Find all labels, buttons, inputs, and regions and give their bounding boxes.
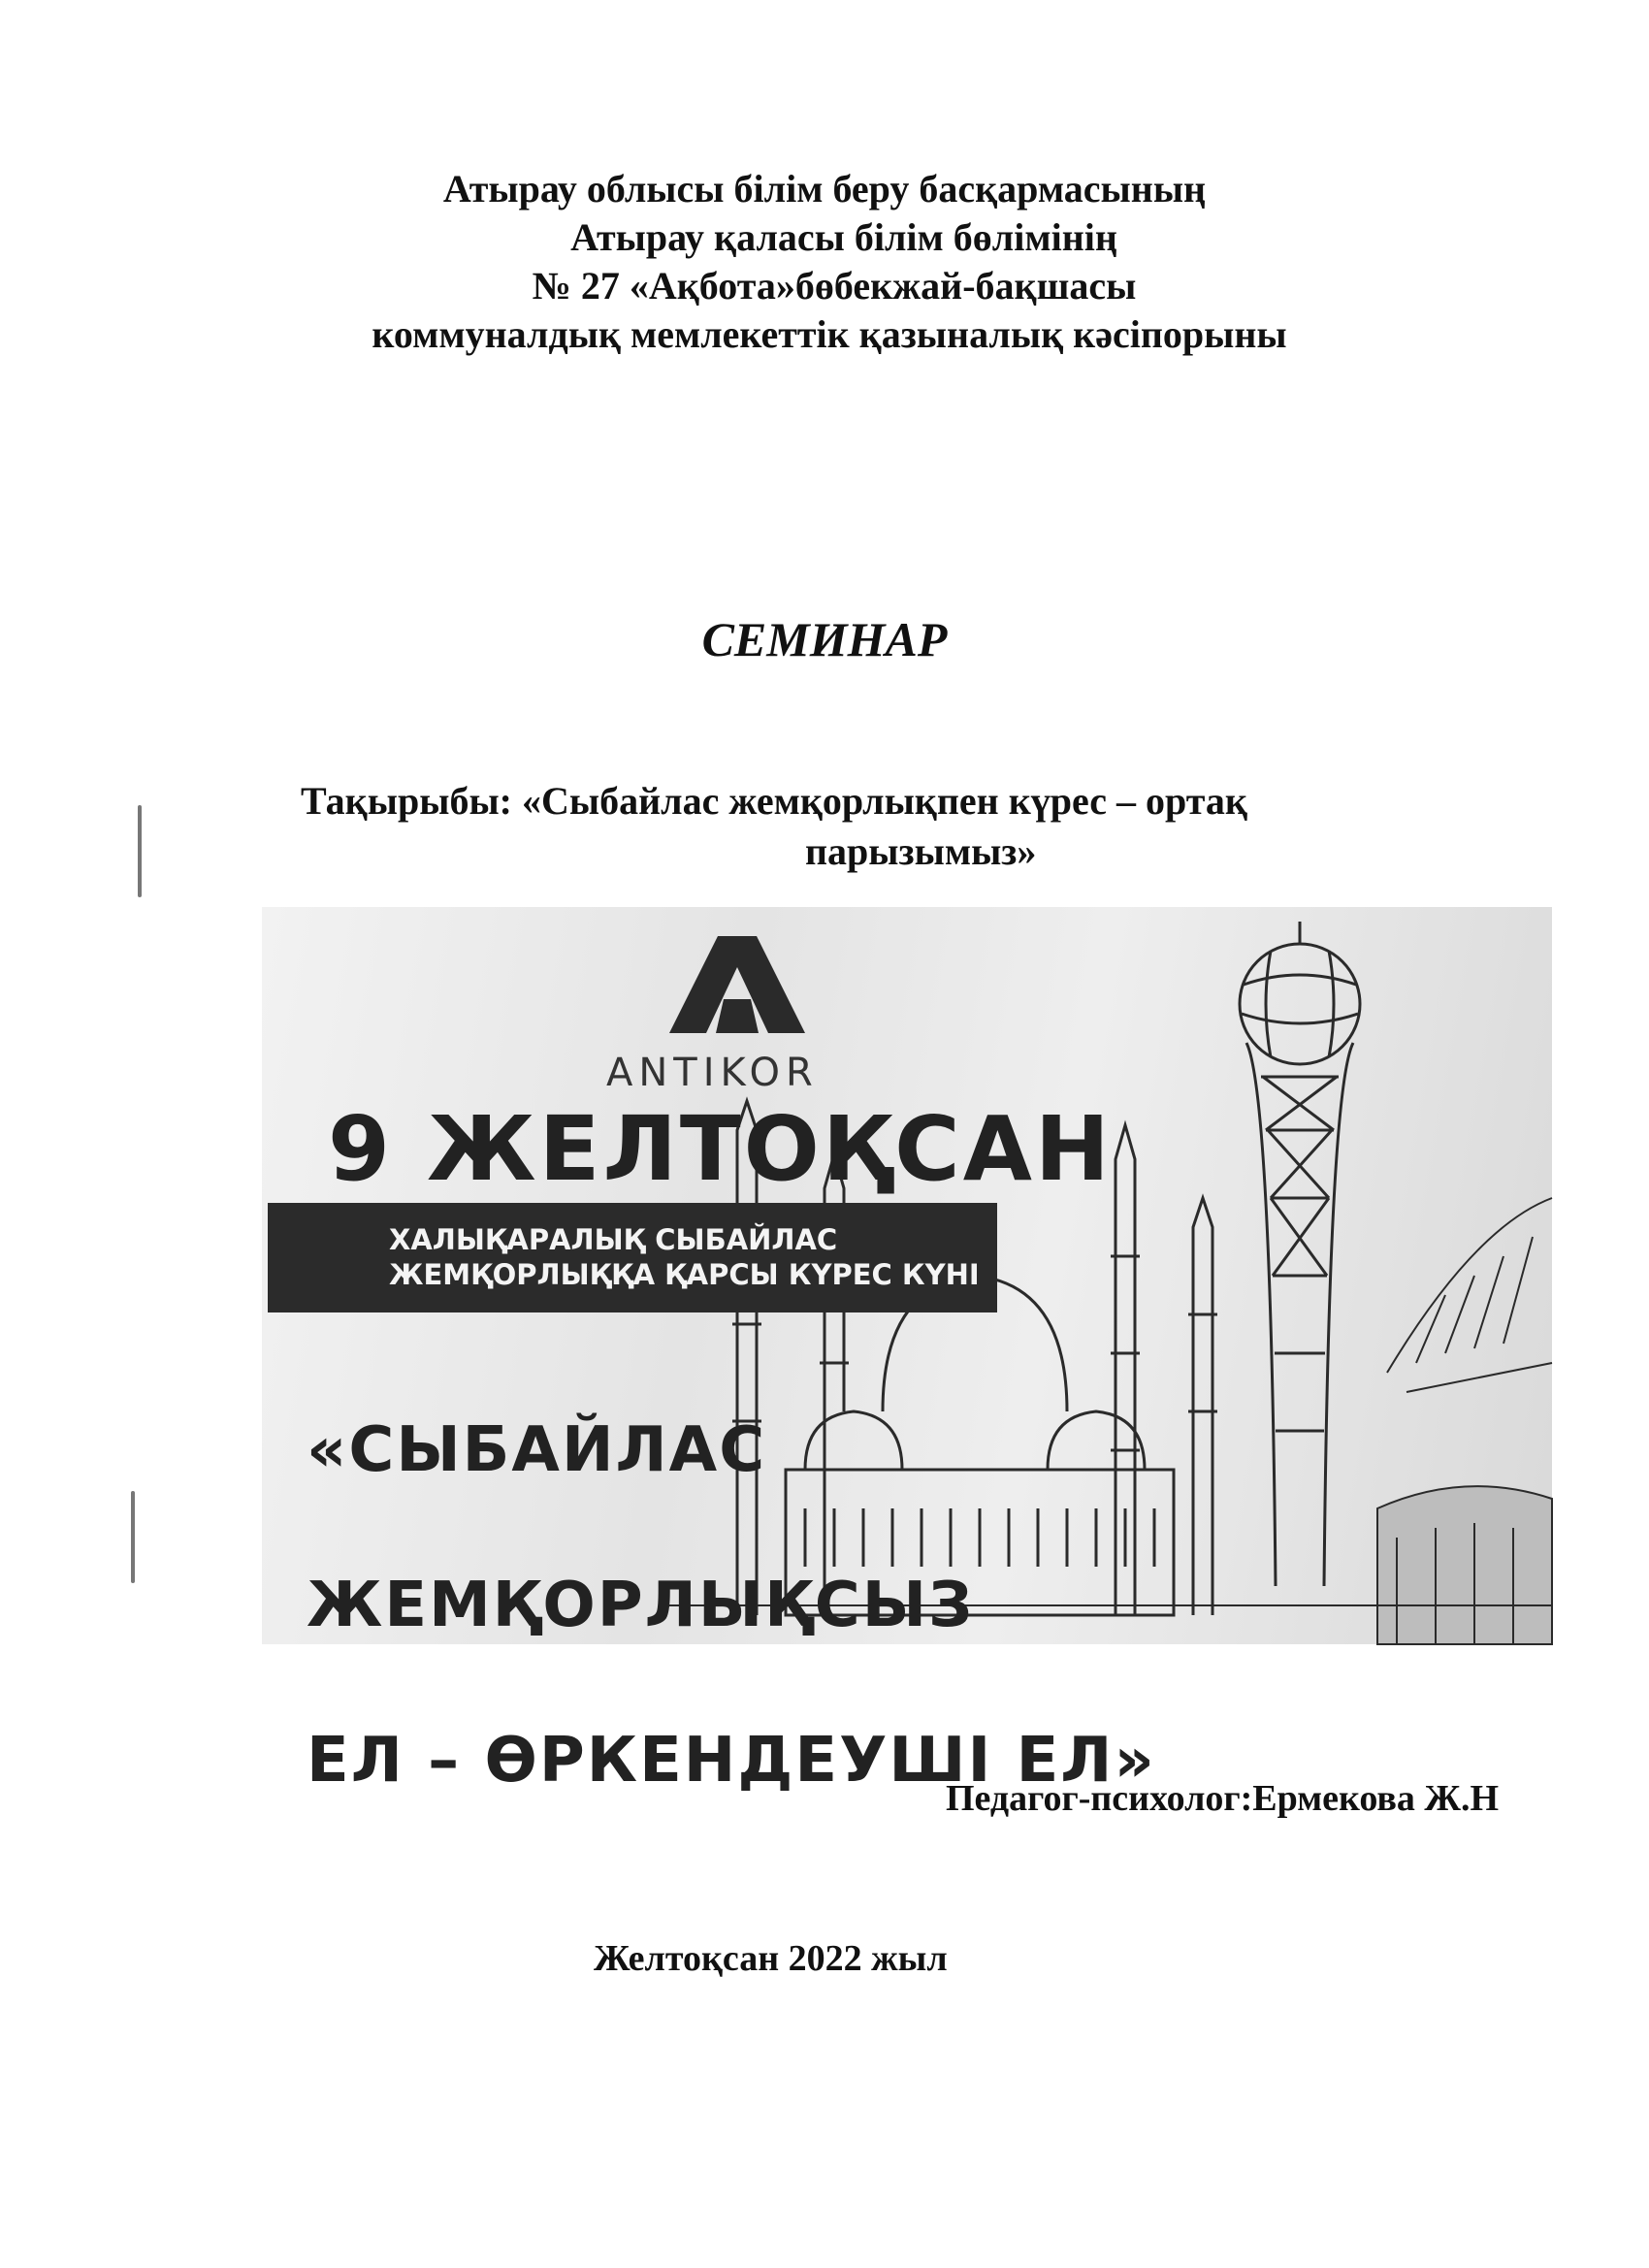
- slogan-line-1: «СЫБАЙЛАС: [307, 1414, 767, 1486]
- topic-line-2: парызымыз»: [805, 829, 1037, 873]
- header-line-4: коммуналдық мемлекеттік қазыналық кәсіпорыны: [372, 312, 1287, 356]
- antikor-logo-icon: [669, 936, 805, 1033]
- poster-brand: ANTIKOR: [606, 1051, 819, 1095]
- staple-top: [138, 805, 142, 897]
- organization-header: [0, 165, 1649, 359]
- date-line: Желтоқсан 2022 жыл: [594, 1938, 948, 1979]
- header-line-2: Атырау қаласы білім бөлімінің: [570, 215, 1117, 259]
- banner-line-2: ЖЕМҚОРЛЫҚҚА ҚАРСЫ КҮРЕС КҮНІ: [389, 1258, 980, 1291]
- staple-bottom: [131, 1491, 135, 1583]
- poster-banner: [268, 1203, 997, 1312]
- header-line-1: Атырау облысы білім беру басқармасының: [442, 167, 1207, 211]
- baiterek-tower-drawing: [1240, 922, 1360, 1586]
- author: Педагог-психолог:Ермекова Ж.Н: [946, 1778, 1500, 1819]
- tent-structure-drawing: [1377, 1198, 1552, 1644]
- topic-line-1: Тақырыбы: «Сыбайлас жемқорлықпен күрес – ортақ: [301, 779, 1247, 823]
- antikor-poster: [262, 907, 1552, 1797]
- document-title: СЕМИНАР: [701, 612, 948, 666]
- header-line-3: № 27 «Ақбота»бөбекжай-бақшасы: [532, 264, 1137, 308]
- slogan-line-2: ЖЕМҚОРЛЫҚСЫЗ: [307, 1570, 975, 1641]
- topic: [301, 776, 1416, 877]
- banner-line-1: ХАЛЫҚАРАЛЫҚ СЫБАЙЛАС: [389, 1223, 838, 1256]
- poster-date: 9 ЖЕЛТОҚСАН: [328, 1097, 1113, 1201]
- slogan-line-3: ЕЛ – ӨРКЕНДЕУШІ ЕЛ»: [307, 1725, 1156, 1797]
